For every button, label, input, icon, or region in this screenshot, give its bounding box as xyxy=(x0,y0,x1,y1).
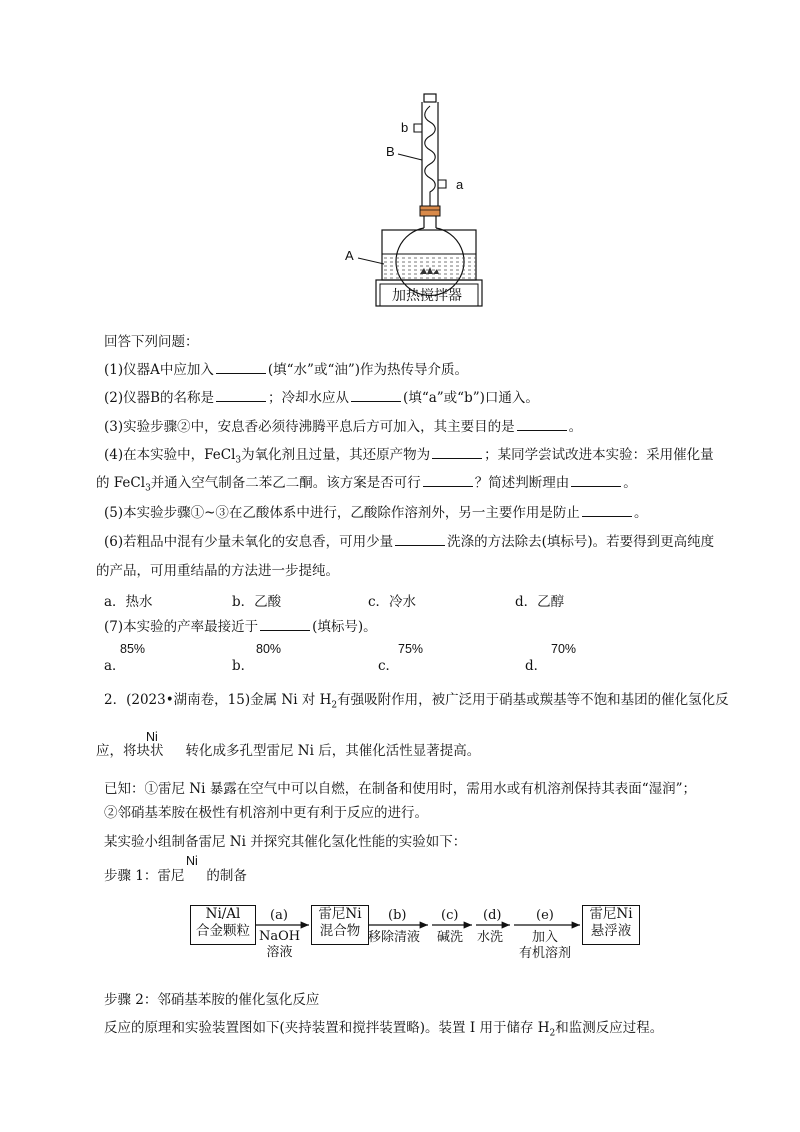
flow-step-a-reagent: NaOH 溶液 xyxy=(259,929,301,960)
option-6-d[interactable]: d．乙醇 xyxy=(515,594,565,610)
flow-step-c-action: 碱洗 xyxy=(437,930,464,945)
question-1-part-4-line-2: 的 FeCl$_3$并通入空气制备二苯乙二酮。该方案是否可行 ？简述判断理由 。 xyxy=(96,475,637,494)
question-2-heading: 2．(2023•湖南卷，15)金属 Ni 对 $H_2$有强吸附作用，被广泛用于硝基或羰基等不饱和基团的催化氢化反 xyxy=(104,692,729,711)
flow-box-raney-ni-mixture: 雷尼Ni 混合物 xyxy=(311,905,369,945)
experiment-intro: 某实验小组制备雷尼 Ni 并探究其催化氢化性能的实验如下： xyxy=(104,834,467,850)
stirrer-label: 加热搅拌器 xyxy=(392,288,462,304)
apparatus-label-B: B xyxy=(386,144,395,159)
flow-box-raney-ni-suspension: 雷尼Ni 悬浮液 xyxy=(582,905,640,945)
question-1-part-2: (2)仪器B的名称是 ；冷却水应从 (填“a”或“b”)口通入。 xyxy=(104,390,539,406)
flow-step-d-action: 水洗 xyxy=(477,930,504,945)
ni-superscript-1: Ni xyxy=(146,730,158,744)
step-2-title: 步骤 2：邻硝基苯胺的催化氢化反应 xyxy=(104,992,320,1008)
option-6-a[interactable]: a．热水 xyxy=(104,594,153,610)
option-7-d[interactable]: d． xyxy=(525,658,548,674)
step-2-description: 反应的原理和实验装置图如下(夹持装置和搅拌装置略)。装置 I 用于储存 $H_2$和监测反应过程。 xyxy=(104,1020,664,1039)
flow-step-a-label: (a) xyxy=(270,908,288,923)
question-1-part-6-line-2: 的产品，可用重结晶的方法进一步提纯。 xyxy=(96,563,339,579)
flow-step-e-label: (e) xyxy=(536,908,554,923)
option-7-a-value: 85% xyxy=(120,642,146,656)
known-condition-1: 已知：①雷尼 Ni 暴露在空气中可以自燃，在制备和使用时，需用水或有机溶剂保持其表面“湿润”； xyxy=(104,781,697,797)
apparatus-label-A: A xyxy=(345,248,354,263)
step-1-title: 步骤 1：雷尼 的制备 xyxy=(104,868,247,884)
question-1-part-5: (5)本实验步骤①~③在乙酸体系中进行，乙酸除作溶剂外，另一主要作用是防止 。 xyxy=(104,505,648,521)
question-1-part-7: (7)本实验的产率最接近于 (填标号)。 xyxy=(104,619,377,635)
known-condition-2: ②邻硝基苯胺在极性有机溶剂中更有利于反应的进行。 xyxy=(104,805,428,821)
option-7-c[interactable]: c． xyxy=(378,658,400,674)
question-1-part-6-line-1: (6)若粗品中混有少量未氧化的安息香，可用少量 洗涤的方法除去(填标号)。若要得到更高纯度 xyxy=(104,534,715,550)
ni-superscript-2: Ni xyxy=(186,854,198,868)
flow-step-e-action: 加入 有机溶剂 xyxy=(519,930,572,961)
apparatus-label-a: a xyxy=(456,177,464,192)
flow-step-d-label: (d) xyxy=(483,908,502,923)
option-6-b[interactable]: b．乙酸 xyxy=(232,594,282,610)
option-7-a[interactable]: a． xyxy=(104,658,126,674)
apparatus-label-b: b xyxy=(401,120,409,135)
flow-step-b-action: 移除清液 xyxy=(368,930,421,945)
answer-intro: 回答下列问题： xyxy=(104,334,199,350)
option-7-b[interactable]: b． xyxy=(232,658,255,674)
question-2-line-2: 应，将块状 转化成多孔型雷尼 Ni 后，其催化活性显著提高。 xyxy=(96,743,481,759)
option-6-c[interactable]: c．冷水 xyxy=(368,594,417,610)
flow-step-c-label: (c) xyxy=(441,908,459,923)
question-1-part-3: (3)实验步骤②中，安息香必须待沸腾平息后方可加入，其主要目的是 。 xyxy=(104,419,583,435)
option-7-d-value: 70% xyxy=(551,642,577,656)
question-1-part-1: (1)仪器A中应加入 (填“水”或“油”)作为热传导介质。 xyxy=(104,362,469,378)
flow-step-b-label: (b) xyxy=(388,908,407,923)
flow-box-ni-al-alloy: Ni/Al 合金颗粒 xyxy=(190,905,256,945)
option-7-b-value: 80% xyxy=(256,642,282,656)
question-1-part-4-line-1: (4)在本实验中，FeCl$_3$为氧化剂且过量，其还原产物为 ；某同学尝试改进本实验：采用催化量 xyxy=(104,447,714,466)
option-7-c-value: 75% xyxy=(398,642,424,656)
